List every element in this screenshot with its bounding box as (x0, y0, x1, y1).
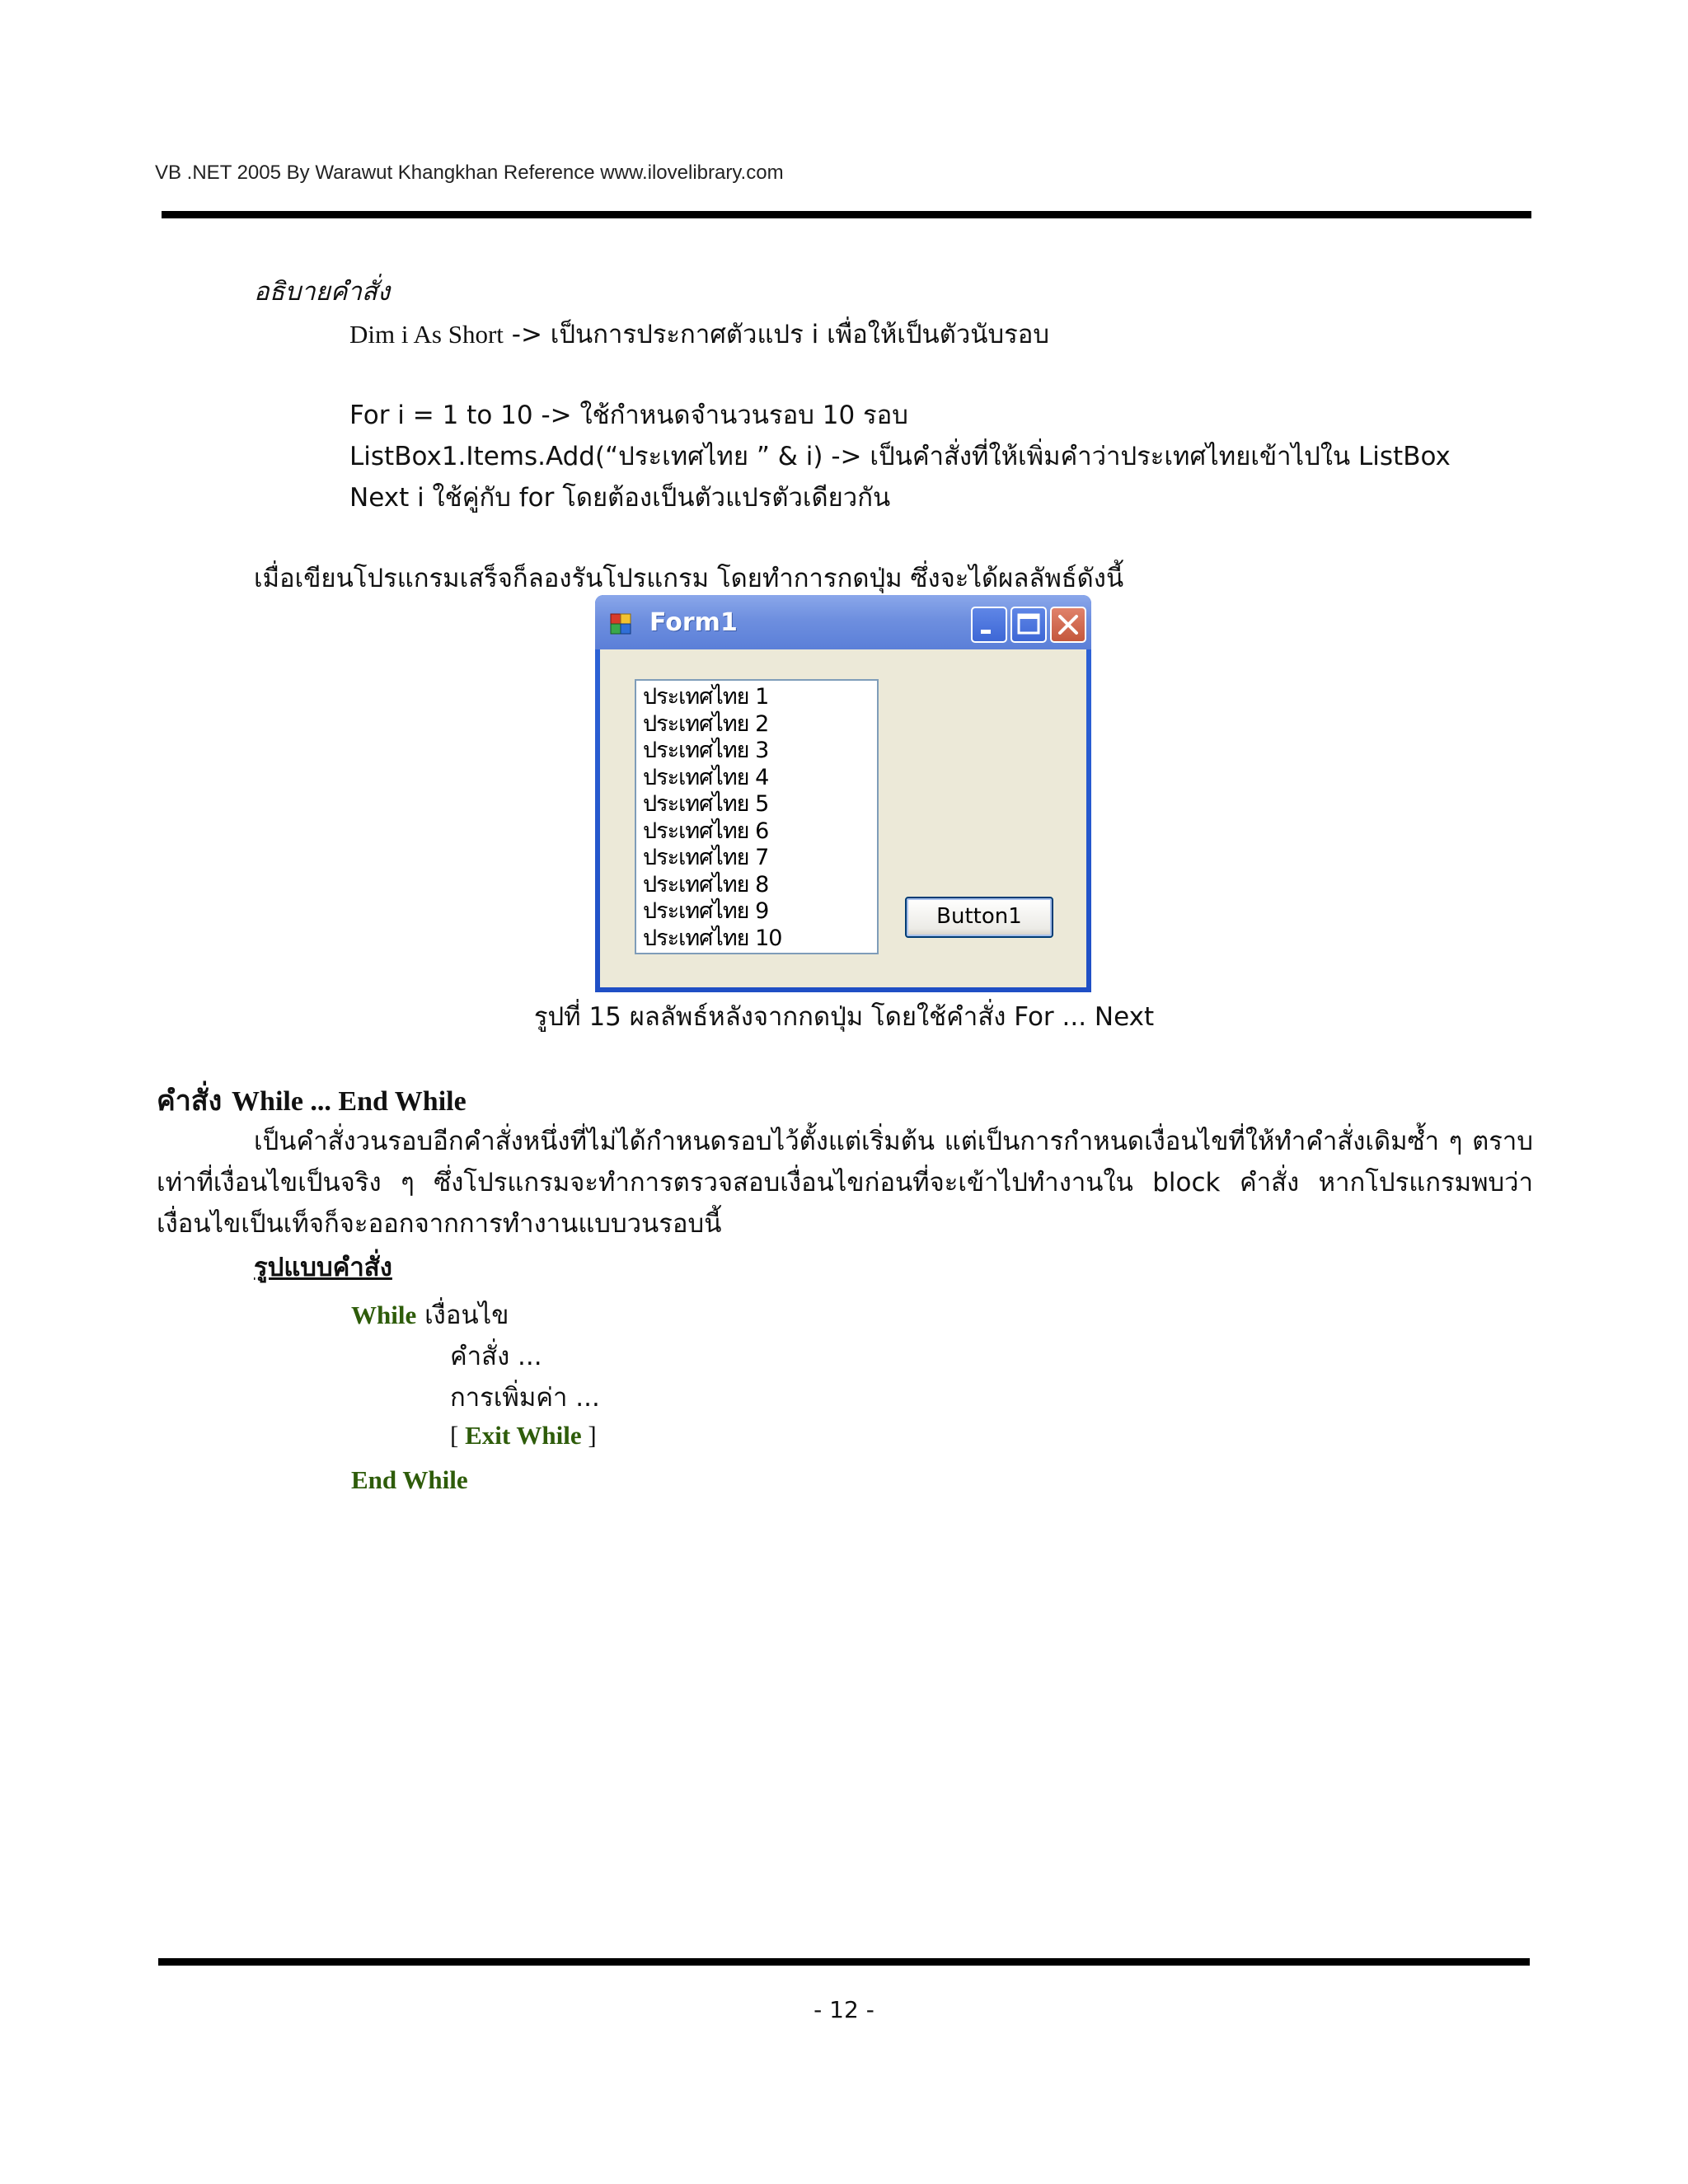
maximize-button[interactable] (1010, 607, 1047, 643)
explain-line-next: Next i ใช้คู่กับ for โดยต้องเป็นตัวแปรตัวเดียวกัน (349, 483, 891, 513)
while-keyword: While (351, 1301, 417, 1329)
run-text: เมื่อเขียนโปรแกรมเสร็จก็ลองรันโปรแกรม โดยทำการกดปุ่ม ซึ่งจะได้ผลลัพธ์ดังนี้ (254, 564, 1124, 593)
dim-text: -> เป็นการประกาศตัวแปร i เพื่อให้เป็นตัวนับรอบ (503, 320, 1050, 349)
syntax-end-line (351, 1465, 468, 1495)
syntax-exit-line (450, 1421, 597, 1451)
figure-caption: รูปที่ 15 ผลลัพธ์หลังจากกดปุ่ม โดยใช้คำสั่ง For ... Next (533, 1002, 1155, 1032)
end-while-keyword: End While (351, 1465, 468, 1494)
heading-en: While ... End While (232, 1086, 467, 1117)
list-item[interactable]: ประเทศไทย 1 (643, 684, 769, 710)
page-number: - 12 - (814, 1996, 874, 2023)
explain-line-listbox: ListBox1.Items.Add(“ประเทศไทย ” & i) -> เป็นคำสั่งที่ให้เพิ่มคำว่าประเทศไทยเข้าไปใน ListBox (349, 442, 1451, 471)
list-item[interactable]: ประเทศไทย 10 (643, 925, 782, 951)
form1-titlebar (595, 595, 1091, 649)
button1[interactable]: Button1 (905, 897, 1053, 938)
form-title: Form1 (649, 608, 738, 637)
list-item[interactable]: ประเทศไทย 4 (643, 764, 769, 790)
footer-rule (158, 1958, 1530, 1966)
form-app-icon (610, 613, 631, 635)
listbox1[interactable] (635, 679, 879, 954)
syntax-while-line (351, 1294, 509, 1335)
explain-title: อธิบายคำสั่ง (254, 277, 390, 307)
page-header: VB .NET 2005 By Warawut Khangkhan Reference www.ilovelibrary.com (155, 162, 784, 184)
dim-code: Dim i As Short (349, 320, 504, 349)
while-condition: เงื่อนไข (416, 1301, 509, 1330)
list-item[interactable]: ประเทศไทย 3 (643, 738, 769, 763)
header-rule (162, 211, 1531, 218)
section-paragraph: เป็นคำสั่งวนรอบอีกคำสั่งหนึ่งที่ไม่ได้กำหนดรอบไว้ตั้งแต่เริ่มต้น แต่เป็นการกำหนดเงื่อนไขที่ให้ทำคำสั่งเดิมซ้ำ ๆ ตราบเท่าที่เงื่อนไขเป็นจริง ๆ ซึ่งโปรแกรมจะทำการตรวจสอบเงื่อนไขก่อนที่จะเข้าไปทำงานใน block คำสั่ง หากโปรแกรมพบว่าเงื่อนไขเป็นเท็จก็จะออกจากการทำงานแบบวนรอบนี้ (157, 1127, 1533, 1239)
syntax-title: รูปแบบคำสั่ง (254, 1253, 392, 1282)
section-heading (157, 1078, 467, 1122)
list-item[interactable]: ประเทศไทย 7 (643, 845, 769, 870)
exit-while-keyword: Exit While (465, 1421, 582, 1450)
form1-client-area (600, 649, 1086, 987)
form1-window (595, 595, 1091, 992)
list-item[interactable]: ประเทศไทย 5 (643, 791, 769, 817)
minimize-button[interactable] (971, 607, 1007, 643)
exit-open-bracket: [ (450, 1421, 466, 1450)
list-item[interactable]: ประเทศไทย 8 (643, 871, 769, 898)
syntax-statement: คำสั่ง ... (450, 1342, 542, 1371)
syntax-increment: การเพิ่มค่า ... (450, 1383, 600, 1413)
list-item[interactable]: ประเทศไทย 9 (643, 898, 769, 924)
list-item[interactable]: ประเทศไทย 2 (643, 710, 769, 737)
close-button[interactable] (1050, 607, 1086, 643)
explain-line-dim (349, 313, 1049, 354)
list-item[interactable]: ประเทศไทย 6 (643, 818, 769, 844)
explain-line-for: For i = 1 to 10 -> ใช้กำหนดจำนวนรอบ 10 รอบ (349, 401, 908, 430)
exit-close-bracket: ] (581, 1421, 597, 1450)
heading-thai: คำสั่ง (157, 1085, 232, 1118)
